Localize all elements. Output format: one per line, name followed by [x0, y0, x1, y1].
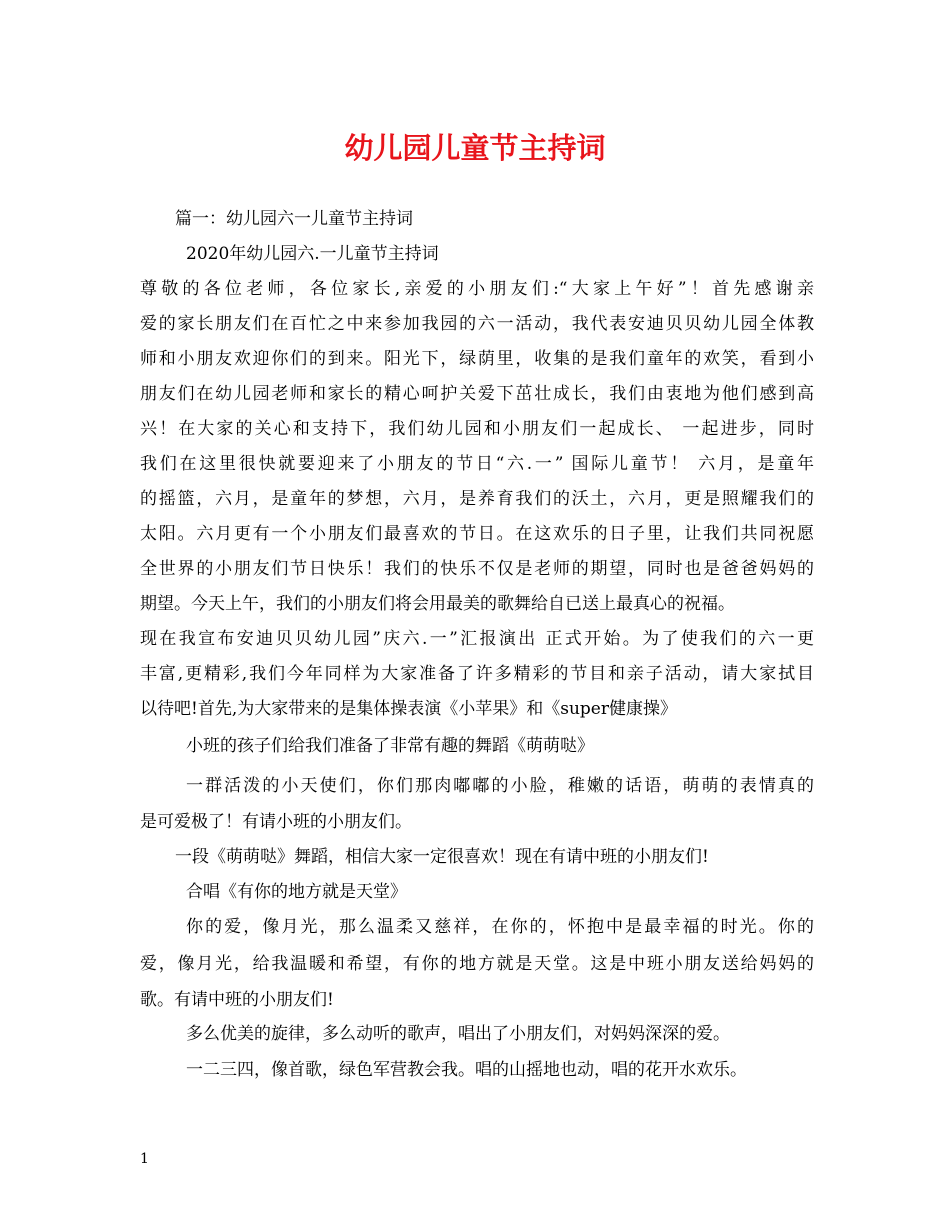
body-line: 尊敬的各位老师，各位家长,亲爱的小朋友们:“大家上午好”！首先感谢亲	[140, 279, 814, 299]
body-line: 是可爱极了！有请小班的小朋友们。	[140, 812, 412, 832]
body-line: 太阳。六月更有一个小朋友们最喜欢的节日。在这欢乐的日子里，让我们共同祝愿	[140, 524, 814, 544]
body-line: 一段《萌萌哒》舞蹈，相信大家一定很喜欢！现在有请中班的小朋友们!	[175, 847, 709, 867]
document-title: 幼儿园儿童节主持词	[344, 131, 606, 165]
body-line: 全世界的小朋友们节日快乐！我们的快乐不仅是老师的期望，同时也是爸爸妈妈的	[140, 559, 814, 579]
page-number: 1	[140, 1151, 149, 1167]
body-line: 现在我宣布安迪贝贝幼儿园”庆六.一”汇报演出 正式开始。为了使我们的六一更	[140, 629, 814, 649]
body-line: 期望。今天上午，我们的小朋友们将会用最美的歌舞给自已送上最真心的祝福。	[140, 594, 735, 614]
body-line: 歌。有请中班的小朋友们!	[140, 990, 334, 1010]
section-heading: 篇一：幼儿园六一儿童节主持词	[175, 209, 413, 229]
body-line: 丰富,更精彩,我们今年同样为大家准备了许多精彩的节目和亲子活动，请大家拭目	[140, 664, 814, 684]
body-line: 爱的家长朋友们在百忙之中来参加我园的六一活动，我代表安迪贝贝幼儿园全体教	[140, 314, 814, 334]
body-line: 一二三四，像首歌，绿色军营教会我。唱的山摇地也动，唱的花开水欢乐。	[186, 1060, 747, 1080]
body-line: 以待吧!首先,为大家带来的是集体操表演《小苹果》和《super健康操》	[140, 699, 677, 719]
body-line: 小班的孩子们给我们准备了非常有趣的舞蹈《萌萌哒》	[186, 736, 594, 756]
body-line: 的摇篮，六月，是童年的梦想，六月，是养育我们的沃土，六月，更是照耀我们的	[140, 489, 814, 509]
section-subheading: 2020年幼儿园六.一儿童节主持词	[186, 244, 439, 264]
body-line: 合唱《有你的地方就是天堂》	[186, 882, 407, 902]
body-line: 我们在这里很快就要迎来了小朋友的节日“六.一” 国际儿童节！ 六月，是童年	[140, 454, 814, 474]
body-line: 你的爱，像月光，那么温柔又慈祥，在你的，怀抱中是最幸福的时光。你的	[186, 917, 814, 937]
body-line: 多么优美的旋律，多么动听的歌声，唱出了小朋友们，对妈妈深深的爱。	[186, 1024, 730, 1044]
body-line: 一群活泼的小天使们，你们那肉嘟嘟的小脸，稚嫩的话语，萌萌的表情真的	[186, 776, 814, 796]
body-line: 朋友们在幼儿园老师和家长的精心呵护关爱下茁壮成长，我们由衷地为他们感到高	[140, 384, 814, 404]
body-line: 爱，像月光，给我温暖和希望，有你的地方就是天堂。这是中班小朋友送给妈妈的	[140, 954, 814, 974]
body-line: 兴！在大家的关心和支持下，我们幼儿园和小朋友们一起成长、 一起进步，同时	[140, 419, 814, 439]
body-line: 师和小朋友欢迎你们的到来。阳光下，绿荫里，收集的是我们童年的欢笑，看到小	[140, 349, 814, 369]
